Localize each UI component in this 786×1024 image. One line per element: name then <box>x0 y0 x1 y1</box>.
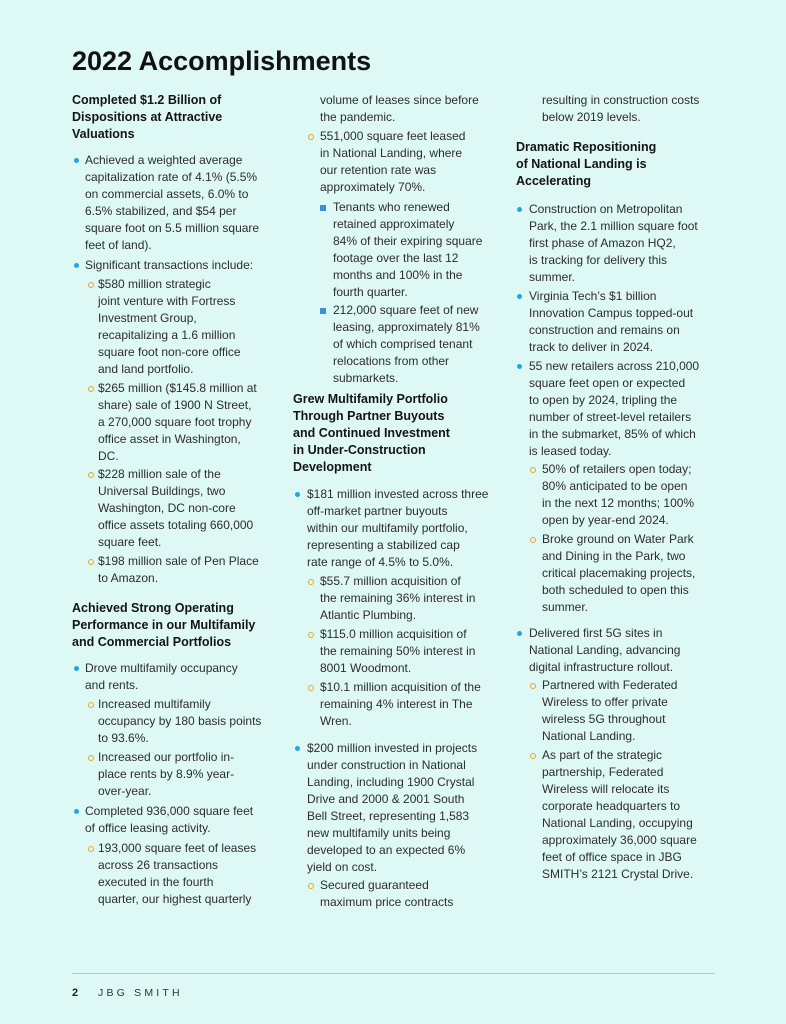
sub-list-item-text: As part of the strategic partnership, Federated Wireless will relocate its corporate headquarters to National Landing, occupying approximately 36,000 square feet of office space in JBG SMITH’s 2121 Crystal Drive. <box>542 748 697 881</box>
bullet-dot-icon <box>517 631 522 636</box>
list-item-text: Completed 936,000 square feet of office leasing activity. <box>85 804 254 835</box>
column-3 <box>516 0 731 960</box>
footer-divider <box>72 973 715 974</box>
ring-bullet-icon <box>530 753 536 759</box>
sub-list-item-text: $115.0 million acquisition of the remaining 50% interest in 8001 Woodmont. <box>320 627 476 675</box>
ring-bullet-icon <box>88 472 94 478</box>
ring-bullet-icon <box>308 883 314 889</box>
list-item-text: Drove multifamily occupancy and rents. <box>85 661 238 692</box>
bullet-dot-icon <box>74 809 79 814</box>
column-1 <box>72 0 287 960</box>
section-heading: Grew Multifamily Portfolio Through Partner Buyouts and Continued Investment in Under-Construction Development <box>293 392 450 474</box>
sub-list-item-text: 193,000 square feet of leases across 26 transactions executed in the fourth quarter, our highest quarterly <box>98 841 257 906</box>
ring-bullet-icon <box>88 755 94 761</box>
sub-list-item-text: $55.7 million acquisition of the remaining 36% interest in Atlantic Plumbing. <box>320 574 476 622</box>
bullet-dot-icon <box>517 207 522 212</box>
sub-list-item-text: Increased multifamily occupancy by 180 basis points to 93.6%. <box>98 697 262 745</box>
ring-bullet-icon <box>530 537 536 543</box>
ring-bullet-icon <box>530 683 536 689</box>
square-bullet-icon <box>320 308 326 314</box>
list-item-text: Achieved a weighted average capitalization rate of 4.1% (5.5% on commercial assets, 6.0% to 6.5% stabilized, and $54 per square foot on 5.5 million square feet of land). <box>85 153 260 252</box>
sub-list-item-text: volume of leases since before the pandemic. <box>320 93 479 124</box>
bullet-dot-icon <box>74 263 79 268</box>
ring-bullet-icon <box>308 579 314 585</box>
list-item-text: Significant transactions include: <box>85 258 254 272</box>
list-item-text: $200 million invested in projects under construction in National Landing, including 1900 Crystal Drive and 2000 & 2001 South Bell Street, representing 1,583 new multifamily units being developed to an expected 6% yield on cost. <box>307 741 478 874</box>
sub-list-item-text: 50% of retailers open today; 80% anticipated to be open in the next 12 months; 100% open by year-end 2024. <box>542 462 695 527</box>
sub-list-item-text: $10.1 million acquisition of the remaining 4% interest in The Wren. <box>320 680 481 728</box>
footer-brand: JBG SMITH <box>98 987 183 999</box>
ring-bullet-icon <box>308 632 314 638</box>
ring-bullet-icon <box>88 282 94 288</box>
sub-list-item-text: $198 million sale of Pen Place to Amazon. <box>98 554 259 585</box>
ring-bullet-icon <box>308 134 314 140</box>
section-heading: Dramatic Repositioning of National Landing is Accelerating <box>516 140 657 188</box>
sub-sub-list-item-text: Tenants who renewed retained approximately 84% of their expiring square footage over the last 12 months and 100% in the fourth quarter. <box>333 200 483 299</box>
column-2 <box>293 0 508 960</box>
bullet-dot-icon <box>517 294 522 299</box>
sub-list-item-text: Secured guaranteed maximum price contracts <box>320 878 454 909</box>
bullet-dot-icon <box>295 492 300 497</box>
sub-sub-list-item-text: 212,000 square feet of new leasing, approximately 81% of which comprised tenant relocations from other submarkets. <box>333 303 480 385</box>
ring-bullet-icon <box>530 467 536 473</box>
sub-list-item-text: Increased our portfolio in- place rents by 8.9% year- over-year. <box>98 750 235 798</box>
ring-bullet-icon <box>88 386 94 392</box>
section-heading: Completed $1.2 Billion of Dispositions at Attractive Valuations <box>72 93 223 141</box>
list-item-text: Construction on Metropolitan Park, the 2.1 million square foot first phase of Amazon HQ2, is tracking for delivery this summer. <box>529 202 698 284</box>
list-item-text: Virginia Tech’s $1 billion Innovation Campus topped-out construction and remains on track to deliver in 2024. <box>529 289 694 354</box>
square-bullet-icon <box>320 205 326 211</box>
sub-list-item-text: Broke ground on Water Park and Dining in the Park, two critical placemaking projects, both scheduled to open this summer. <box>542 532 696 614</box>
page-title: 2022 Accomplishments <box>72 46 372 76</box>
list-item-text: $181 million invested across three off-market partner buyouts within our multifamily portfolio, representing a stabilized cap rate range of 4.5% to 5.0%. <box>307 487 489 569</box>
section-heading: Achieved Strong Operating Performance in our Multifamily and Commercial Portfolios <box>72 601 256 649</box>
sub-list-item-text: resulting in construction costs below 2019 levels. <box>542 93 700 124</box>
bullet-dot-icon <box>74 666 79 671</box>
sub-list-item-text: $228 million sale of the Universal Buildings, two Washington, DC non-core office assets totaling 660,000 square feet. <box>98 467 254 549</box>
ring-bullet-icon <box>88 846 94 852</box>
sub-list-item-text: $265 million ($145.8 million at share) sale of 1900 N Street, a 270,000 square foot trophy office asset in Washington, DC. <box>98 381 257 463</box>
sub-list-item-text: $580 million strategic joint venture with Fortress Investment Group, recapitalizing a 1.6 million square foot non-core office and land portfolio. <box>98 277 241 376</box>
bullet-dot-icon <box>517 364 522 369</box>
sub-list-item-text: Partnered with Federated Wireless to offer private wireless 5G throughout National Landing. <box>542 678 678 743</box>
sub-list-item-text: 551,000 square feet leased in National Landing, where our retention rate was approximately 70%. <box>320 129 466 194</box>
ring-bullet-icon <box>308 685 314 691</box>
list-item-text: 55 new retailers across 210,000 square feet open or expected to open by 2024, tripling the number of street-level retailers in the submarket, 85% of which is leased today. <box>529 359 700 458</box>
bullet-dot-icon <box>295 746 300 751</box>
ring-bullet-icon <box>88 559 94 565</box>
page-number: 2 <box>72 987 79 999</box>
ring-bullet-icon <box>88 702 94 708</box>
list-item-text: Delivered first 5G sites in National Landing, advancing digital infrastructure rollout. <box>529 626 681 674</box>
bullet-dot-icon <box>74 158 79 163</box>
